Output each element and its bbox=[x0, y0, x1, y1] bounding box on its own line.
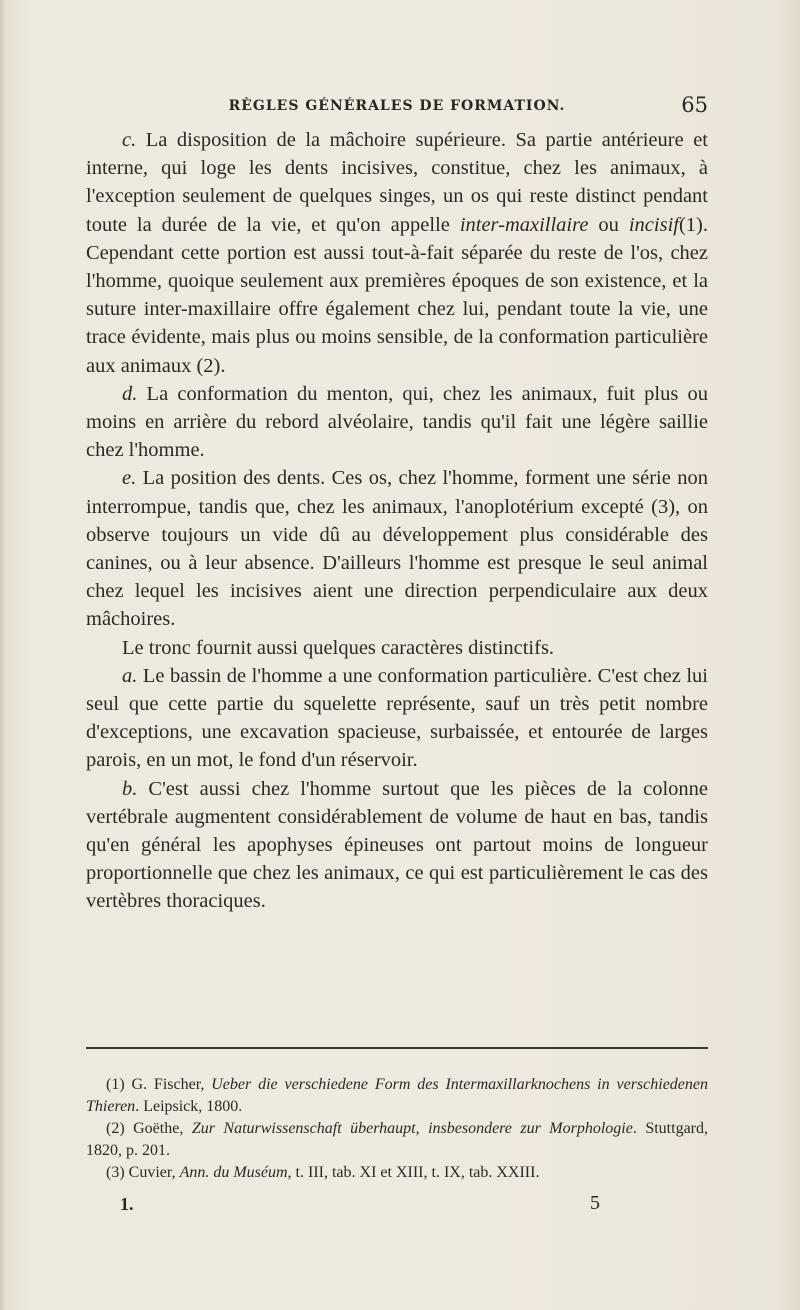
running-title: RÈGLES GÉNÉRALES DE FORMATION. bbox=[228, 98, 566, 114]
paragraph-text: La position des dents. Ces os, chez l'homme, forment une série non interrompue, tandis que, chez les animaux, l'anoplotérium excepté (3), on observe toujours un vide dû au développement plus considérable des canines, ou à leur absence. D'ailleurs l'homme est presque le seul animal chez lequel les incisives aient une direction perpendiculaire aux deux mâchoires. bbox=[86, 467, 708, 631]
paragraph-c bbox=[86, 126, 708, 380]
sheet-number: 5 bbox=[590, 1192, 600, 1214]
term-inter-maxillaire: inter-maxillaire bbox=[459, 213, 589, 236]
page-gutter-shadow bbox=[0, 0, 6, 1310]
term-incisif: incisif bbox=[628, 213, 679, 236]
footnote-text: G. Fischer, bbox=[124, 1076, 212, 1093]
paragraph-tronc bbox=[86, 634, 708, 662]
paragraph-lead: c. bbox=[122, 129, 137, 151]
footnote-title: Ann. du Muséum bbox=[179, 1164, 288, 1181]
paragraph-lead: d. bbox=[122, 382, 138, 405]
paragraph-text: (1). Cependant cette portion est aussi tout-à-fait séparée du reste de l'os, chez l'homme, quoique seulement aux premières époques de son existence, et la suture inter-maxillaire offre également chez lui, pendant toute la vie, une trace évidente, mais plus ou moins sensible, de la conformation particulière aux animaux (2). bbox=[86, 213, 708, 377]
page-header bbox=[86, 93, 708, 121]
footnote-3 bbox=[86, 1162, 708, 1184]
footnote-mark: (3) bbox=[106, 1164, 125, 1181]
footnote-mark: (2) bbox=[106, 1120, 125, 1137]
footnote-text: , t. III, tab. XI et XIII, t. IX, tab. XXIII. bbox=[287, 1164, 540, 1181]
paragraph-text: Le tronc fournit aussi quelques caractères distinctifs. bbox=[122, 636, 555, 659]
footnote-title: Ueber die verschiedene Form des Intermaxillarknochens in verschiedenen Thieren bbox=[86, 1076, 708, 1115]
paragraph-text: C'est aussi chez l'homme surtout que les pièces de la colonne vertébrale augmentent considérablement de volume de haut en bas, tandis qu'en général les apophyses épineuses ont partout moins de longueur proportionnelle que chez les animaux, ce qui est particulièrement le cas des vertèbres thoraciques. bbox=[86, 777, 708, 913]
paragraph-text: Le bassin de l'homme a une conformation particulière. C'est chez lui seul que cette partie du squelette représente, sauf un très petit nombre d'exceptions, une excavation spacieuse, surbaissée, et entourée de larges parois, en un mot, le fond d'un réservoir. bbox=[86, 664, 708, 772]
footnote-text: . Leipsick, 1800. bbox=[135, 1098, 243, 1115]
paragraph-d bbox=[86, 380, 708, 465]
paragraph-e bbox=[86, 464, 708, 633]
paragraph-lead: a. bbox=[122, 664, 138, 687]
paragraph-b bbox=[86, 775, 708, 916]
paragraph-lead: b. bbox=[122, 777, 138, 800]
paragraph-lead: e. bbox=[122, 467, 137, 490]
footnote-1 bbox=[86, 1074, 708, 1118]
footnote-2 bbox=[86, 1118, 708, 1162]
footnote-title: Zur Naturwissenschaft überhaupt, insbesondere zur Morphologie bbox=[191, 1120, 633, 1137]
paragraph-text: La disposition de la mâchoire supérieure. Sa partie antérieure et interne, qui loge les dents incisives, constitue, chez les animaux, à l'exception seulement de quelques singes, un os qui reste distinct pendant toute la durée de la vie, et qu'on appelle bbox=[86, 129, 708, 236]
paragraph-text: La conformation du menton, qui, chez les animaux, fuit plus ou moins en arrière du rebord alvéolaire, tandis qu'il fait une légère saillie chez l'homme. bbox=[86, 382, 708, 462]
main-text bbox=[86, 126, 708, 916]
page-number: 65 bbox=[681, 93, 708, 117]
paragraph-text: ou bbox=[588, 213, 629, 236]
signature-mark: 1. bbox=[120, 1194, 134, 1214]
footnote-text: . Stuttgard, 1820, p. 201. bbox=[86, 1120, 708, 1159]
footnote-divider bbox=[86, 1047, 708, 1049]
footnote-mark: (1) bbox=[106, 1076, 125, 1093]
footnote-text: Goëthe, bbox=[124, 1120, 192, 1137]
footnote-text: Cuvier, bbox=[124, 1164, 180, 1181]
paragraph-a bbox=[86, 662, 708, 775]
footnotes bbox=[86, 1074, 708, 1184]
